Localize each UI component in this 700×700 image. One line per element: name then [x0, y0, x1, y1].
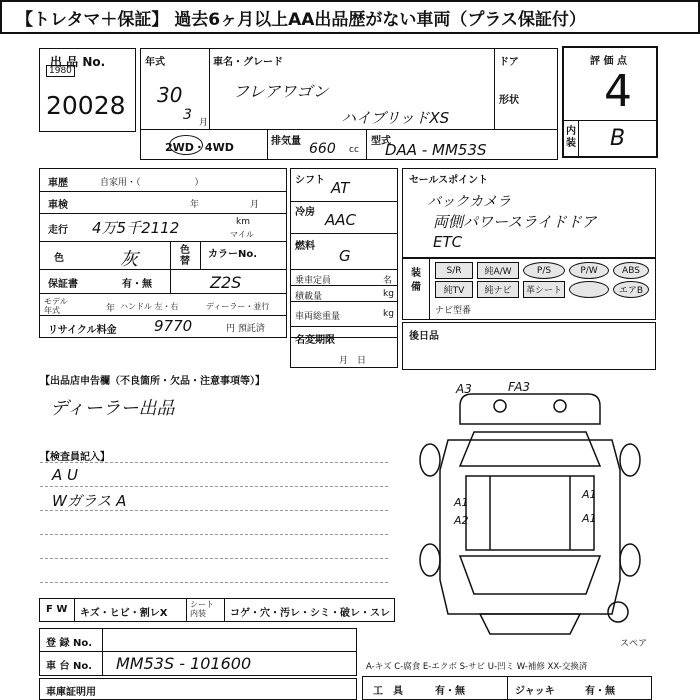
lot-box	[39, 48, 136, 132]
warranty-label: 保証書	[48, 279, 78, 290]
displacement-value: 660	[309, 141, 336, 157]
dealer-label: ディーラー・並行	[206, 302, 270, 311]
mileage-label: 走行	[48, 225, 68, 236]
interior-value: B	[610, 126, 626, 151]
equip-tv: 純TV	[435, 281, 473, 298]
shift-label: シフト	[295, 175, 325, 186]
equip-navi: 純ナビ	[477, 281, 519, 298]
color-value: 灰	[120, 249, 138, 270]
registration-box	[39, 628, 357, 676]
capacity-label: 乗車定員	[295, 276, 332, 286]
sales-label: セールスポイント	[409, 175, 489, 186]
jack-value: 有・無	[585, 686, 615, 697]
grade-label: 評 価 点	[590, 56, 627, 67]
lot-label: 出 品 No.	[50, 55, 106, 69]
weight-label: 車両総重量	[295, 312, 341, 322]
month-value: 3	[183, 107, 192, 123]
fw-label: F W	[46, 604, 68, 615]
grade-box	[562, 46, 658, 158]
equip-pw: P/W	[569, 262, 609, 279]
fw-items: キズ・ヒビ・割レX	[80, 608, 168, 619]
equip-ps: P/S	[523, 262, 565, 279]
year-value: 30	[157, 83, 183, 107]
mileage-unit-km: km	[236, 217, 250, 227]
sales-line-3: ETC	[433, 233, 463, 251]
name-label: 車名・グレード	[213, 57, 283, 68]
mileage-unit-mile: マイル	[230, 230, 254, 239]
tools-box	[362, 676, 652, 700]
vin-value: MM53S - 101600	[116, 654, 252, 673]
equip-extra	[569, 281, 609, 298]
equip-sr: S/R	[435, 262, 473, 279]
interior-check-box	[39, 598, 395, 622]
color-no-label: カラーNo.	[208, 249, 258, 260]
grade-score: 4	[604, 66, 632, 117]
reg-label: 登 録 No.	[46, 638, 93, 649]
sales-line-2: 両側パワースライドドア	[433, 213, 597, 231]
handle-label: ハンドル 左・右	[120, 302, 179, 311]
color-no-value: Z2S	[210, 273, 242, 292]
inspection-year: 年	[190, 200, 200, 210]
displacement-unit: cc	[349, 145, 359, 155]
equip-aw: 純A/W	[477, 262, 519, 279]
jack-label: ジャッキ	[515, 686, 555, 697]
grade-value: ハイブリッドXS	[341, 109, 450, 127]
recycle-value: 9770	[154, 317, 193, 335]
history-value: 自家用・（ ）	[100, 178, 204, 188]
year-label: 年式	[145, 57, 165, 68]
recycle-label: リサイクル料金	[48, 325, 117, 336]
seat-items: コゲ・穴・汚レ・シミ・破レ・スレ	[230, 608, 390, 619]
legend: A-キズ C-腐食 E-エクボ S-サビ U-凹ミ W-補修 XX-交換済	[366, 662, 588, 672]
weight-unit: kg	[383, 309, 394, 319]
notes-label: 【出品店申告欄（不良箇所・欠品・注意事項等）】	[40, 376, 265, 387]
equipment-box	[402, 258, 656, 320]
fuel-label: 燃料	[295, 241, 315, 252]
fuel-value: G	[339, 247, 351, 265]
shift-box	[290, 168, 398, 338]
interior-label: 内装	[566, 126, 576, 149]
rename-label: 名変期限	[295, 335, 335, 346]
capacity-unit: 名	[383, 276, 393, 286]
shift-value: AT	[331, 179, 350, 197]
vin-label: 車 台 No.	[46, 661, 93, 672]
mark-a3: A3	[456, 382, 472, 396]
displacement-label: 排気量	[271, 136, 301, 147]
mark-a1-right-2: A1	[582, 512, 597, 525]
recycle-unit: 円 預託済	[226, 324, 265, 334]
ac-label: 冷房	[295, 207, 315, 218]
equip-leather: 革シート	[523, 281, 565, 298]
history-box	[39, 168, 287, 338]
rename-unit: 月 日	[339, 356, 367, 366]
load-unit: kg	[383, 289, 394, 299]
inspector-line-1: A U	[52, 466, 79, 484]
inspector-line-2: Wガラス A	[52, 492, 127, 510]
color-change-label: 色替	[180, 245, 190, 267]
color-label: 色	[54, 253, 64, 264]
inspection-month: 月	[250, 200, 260, 210]
model-value: DAA - MM53S	[385, 141, 487, 159]
load-label: 積載量	[295, 292, 323, 302]
drive-label: 2WD・4WD	[165, 141, 234, 154]
door-label: ドア	[499, 57, 519, 68]
mark-a2-left: A2	[454, 514, 469, 527]
banner	[0, 0, 700, 34]
month-unit: 月	[199, 118, 209, 128]
rename-box	[290, 326, 398, 368]
garage-box	[39, 678, 357, 700]
name-value: フレアワゴン	[233, 82, 329, 101]
car-diagram	[410, 380, 650, 640]
ac-value: AAC	[325, 211, 356, 229]
mark-a1-left: A1	[454, 496, 469, 509]
model-year-unit: 年	[106, 304, 116, 314]
sales-line-1: バックカメラ	[427, 194, 511, 210]
lot-year-label: 1980	[46, 65, 75, 77]
model-year-label: モデル年式	[44, 297, 68, 315]
notes-value: ディーラー出品	[50, 398, 175, 419]
model-label: 型式	[371, 136, 391, 147]
mileage-value: 4万5千2112	[92, 219, 180, 237]
inspection-label: 車検	[48, 200, 68, 211]
inspector-label: 【検査員記入】	[40, 452, 110, 463]
later-label: 後日品	[409, 331, 439, 342]
equip-abs: ABS	[613, 262, 649, 279]
sales-box	[402, 168, 656, 258]
garage-label: 車庫証明用	[46, 687, 96, 698]
drive-2wd-circle	[169, 135, 203, 155]
shape-label: 形状	[499, 95, 519, 106]
later-box	[402, 322, 656, 370]
warranty-value: 有・無	[122, 279, 152, 290]
lot-number: 20028	[46, 91, 126, 120]
tools-value: 有・無	[435, 686, 465, 697]
mark-a1-right: A1	[582, 488, 597, 501]
mark-fa3: FA3	[508, 380, 531, 394]
spare-label: スペア	[620, 639, 648, 649]
equipment-label: 装備	[411, 268, 421, 293]
tools-label: 工 具	[373, 686, 403, 697]
seat-label: シート内装	[190, 600, 214, 618]
banner-text: 【トレタマ＋保証】 過去6ヶ月以上AA出品歴がない車両（プラス保証付）	[16, 9, 586, 30]
navi-label: ナビ型番	[435, 306, 472, 316]
vehicle-box	[140, 48, 558, 160]
equip-airbag: エアB	[613, 281, 649, 298]
history-label: 車歴	[48, 178, 68, 189]
